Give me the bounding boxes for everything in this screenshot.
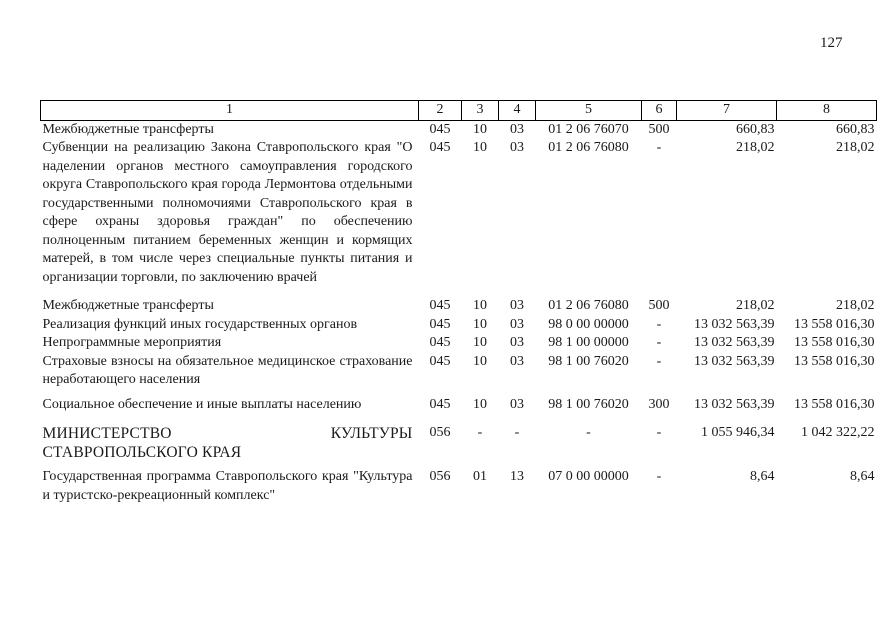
table-row [41, 390, 877, 415]
table-row [41, 462, 877, 505]
cell-col7: 1 055 946,34 [701, 425, 775, 440]
header-cell: 5 [536, 101, 642, 121]
cell-col2: 045 [429, 316, 451, 332]
cell-col2: 056 [429, 425, 451, 440]
header-row [41, 101, 877, 121]
cell-col5: 07 0 00 00000 [548, 469, 629, 484]
cell-col2: 045 [429, 121, 451, 137]
table-row [41, 316, 877, 335]
cell-col6: 500 [648, 298, 670, 313]
cell-col7: 13 032 563,39 [694, 316, 775, 332]
cell-col2: 045 [429, 396, 451, 412]
row-name: Реализация функций иных государственных органов [42, 316, 358, 332]
row-name: Непрограммные мероприятия [42, 335, 222, 350]
cell-col8: 218,02 [836, 140, 875, 155]
budget-table [40, 100, 877, 505]
header-cell: 6 [642, 101, 677, 121]
row-name: Государственная программа Ставропольского края "Культура и туристско-рекреационный комплекс" [42, 469, 413, 503]
cell-col5: - [586, 425, 591, 440]
cell-col3: 01 [473, 469, 487, 484]
cell-col6: 300 [648, 396, 670, 412]
cell-col3: 10 [473, 396, 487, 412]
cell-col5: 98 0 00 00000 [548, 316, 629, 332]
cell-col3: 10 [473, 335, 487, 350]
cell-col4: 13 [510, 469, 524, 484]
cell-col6: - [656, 140, 662, 155]
cell-col3: 10 [473, 121, 487, 137]
row-name: Межбюджетные трансферты [42, 121, 214, 137]
row-name: Страховые взносы на обязательное медицинское страхование неработающего населения [42, 353, 413, 387]
cell-col8: 8,64 [850, 469, 875, 484]
cell-col3: - [477, 425, 483, 440]
cell-col8: 1 042 322,22 [801, 425, 875, 440]
cell-col6: - [656, 335, 662, 350]
row-name: МИНИСТЕРСТВО КУЛЬТУРЫ СТАВРОПОЛЬСКОГО КРАЯ [42, 425, 413, 461]
cell-col2: 056 [429, 469, 451, 484]
table-row [41, 287, 877, 316]
cell-col3: 10 [473, 316, 487, 332]
header-cell: 2 [419, 101, 462, 121]
cell-col5: 01 2 06 76080 [548, 140, 629, 155]
cell-col7: 8,64 [750, 469, 775, 484]
header-cell: 8 [777, 101, 877, 121]
cell-col2: 045 [429, 353, 451, 369]
cell-col4: 03 [510, 140, 524, 155]
page-number: 127 [820, 35, 843, 51]
cell-col6: - [656, 316, 662, 332]
table-row [41, 139, 877, 287]
header-cell: 3 [462, 101, 499, 121]
row-name: Субвенции на реализацию Закона Ставропольского края "О наделении органов местного самоуправления городского округа Ставропольского края города Лермонтова отдельными государственными полномочиями Ставропольского края в сфере охраны здоровья граждан" по обеспечению полноценным питанием беременных женщин и кормящих матерей, в том числе через специальные пункты питания и организации торговли, по заключению врачей [42, 140, 413, 285]
cell-col4: 03 [510, 316, 524, 332]
cell-col5: 98 1 00 76020 [548, 353, 629, 369]
cell-col4: 03 [510, 335, 524, 350]
cell-col5: 98 1 00 76020 [548, 396, 629, 412]
row-name: Социальное обеспечение и иные выплаты населению [42, 396, 362, 412]
header-cell: 1 [41, 101, 419, 121]
cell-col4: 03 [510, 298, 524, 313]
cell-col8: 660,83 [836, 121, 875, 137]
cell-col7: 660,83 [736, 121, 775, 137]
cell-col6: - [656, 469, 662, 484]
cell-col5: 98 1 00 00000 [548, 335, 629, 350]
cell-col6: 500 [648, 121, 670, 137]
cell-col8: 13 558 016,30 [794, 353, 875, 369]
cell-col7: 13 032 563,39 [694, 335, 775, 350]
table-row [41, 353, 877, 390]
cell-col8: 218,02 [836, 298, 875, 313]
cell-col4: - [514, 425, 520, 440]
cell-col6: - [656, 425, 662, 440]
cell-col3: 10 [473, 298, 487, 313]
cell-col6: - [656, 353, 662, 369]
header-cell: 7 [677, 101, 777, 121]
cell-col7: 218,02 [736, 298, 775, 313]
table-row [41, 414, 877, 462]
cell-col5: 01 2 06 76080 [548, 298, 629, 313]
header-cell: 4 [499, 101, 536, 121]
cell-col2: 045 [429, 140, 451, 155]
cell-col4: 03 [510, 396, 524, 412]
cell-col2: 045 [429, 298, 451, 313]
cell-col7: 218,02 [736, 140, 775, 155]
cell-col8: 13 558 016,30 [794, 335, 875, 350]
row-name: Межбюджетные трансферты [42, 298, 214, 313]
cell-col4: 03 [510, 121, 524, 137]
cell-col3: 10 [473, 353, 487, 369]
cell-col2: 045 [429, 335, 451, 350]
cell-col4: 03 [510, 353, 524, 369]
cell-col7: 13 032 563,39 [694, 396, 775, 412]
cell-col5: 01 2 06 76070 [548, 121, 629, 137]
table-row [41, 120, 877, 139]
cell-col7: 13 032 563,39 [694, 353, 775, 369]
cell-col8: 13 558 016,30 [794, 396, 875, 412]
cell-col3: 10 [473, 140, 487, 155]
table-row [41, 334, 877, 353]
cell-col8: 13 558 016,30 [794, 316, 875, 332]
